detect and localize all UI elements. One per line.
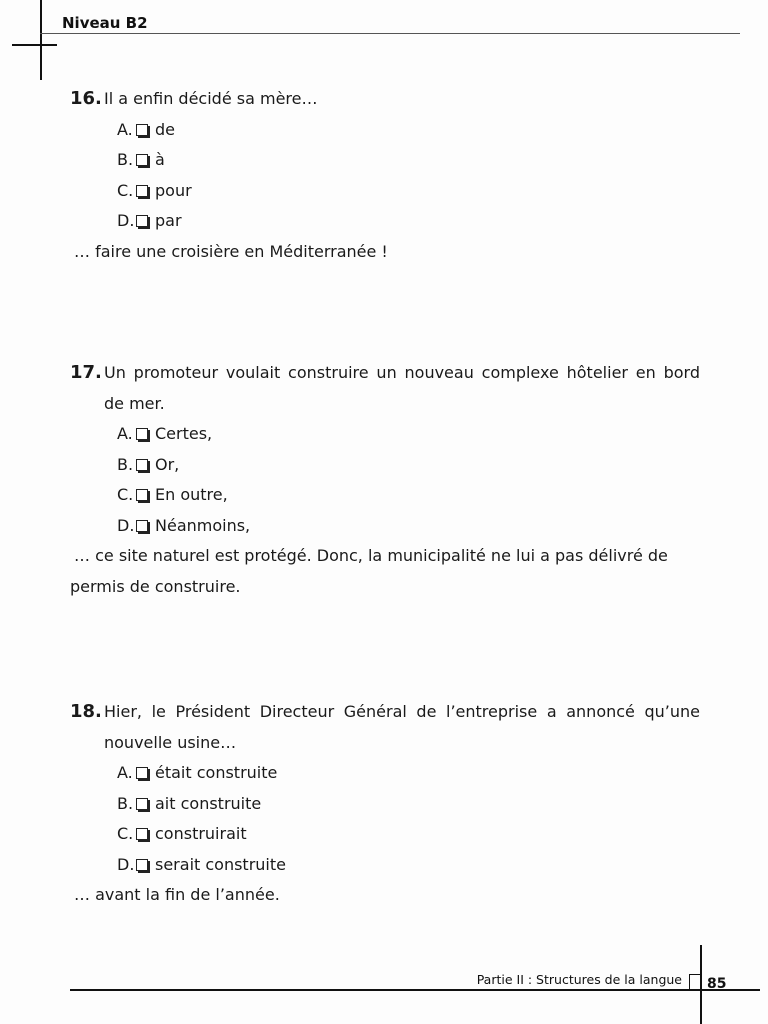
- option-letter: A.: [117, 119, 133, 139]
- option-b[interactable]: [70, 789, 700, 820]
- option-letter: C.: [117, 485, 134, 504]
- option-text: Certes,: [155, 424, 213, 443]
- option-c[interactable]: [70, 176, 700, 207]
- option-c[interactable]: [70, 819, 700, 850]
- checkbox-icon[interactable]: [136, 459, 148, 471]
- checkbox-icon[interactable]: [136, 489, 148, 501]
- option-b[interactable]: [70, 145, 700, 176]
- option-letter: C.: [117, 180, 134, 200]
- option-text: construirait: [155, 824, 247, 843]
- page-number: 85: [707, 976, 727, 992]
- option-d[interactable]: [70, 206, 700, 237]
- option-text: serait construite: [155, 854, 286, 874]
- question-18: [70, 697, 700, 911]
- option-text: ait construite: [155, 793, 262, 813]
- option-text: par: [155, 211, 182, 230]
- question-continuation: … faire une croisière en Méditerranée !: [74, 241, 388, 261]
- option-a[interactable]: [70, 419, 700, 450]
- option-text: de: [155, 119, 175, 139]
- option-text: En outre,: [155, 485, 228, 504]
- checkbox-icon[interactable]: [136, 828, 148, 840]
- question-17: [70, 358, 700, 602]
- option-letter: B.: [117, 150, 134, 169]
- question-number: 16.: [70, 88, 102, 109]
- option-b[interactable]: [70, 450, 700, 481]
- question-continuation: permis de construire.: [70, 576, 241, 596]
- footer-rule: [70, 989, 760, 991]
- option-letter: A.: [117, 424, 133, 443]
- option-a[interactable]: [70, 115, 700, 146]
- checkbox-icon[interactable]: [136, 185, 148, 197]
- checkbox-icon[interactable]: [136, 215, 148, 227]
- option-text: Néanmoins,: [155, 515, 251, 535]
- option-letter: B.: [117, 793, 134, 813]
- page-number-box: [689, 974, 702, 990]
- question-text: Hier, le Président Directeur Général de l’entreprise a annoncé qu’une nouvelle usine…: [104, 702, 700, 752]
- checkbox-icon[interactable]: [136, 520, 148, 532]
- option-letter: C.: [117, 824, 134, 843]
- question-text: Il a enfin décidé sa mère…: [104, 89, 318, 108]
- checkbox-icon[interactable]: [136, 154, 148, 166]
- option-d[interactable]: [70, 850, 700, 881]
- option-text: Or,: [155, 454, 180, 474]
- crop-mark-top-left-vertical: [40, 0, 42, 80]
- option-c[interactable]: [70, 480, 700, 511]
- question-number: 17.: [70, 362, 102, 383]
- question-continuation: … ce site naturel est protégé. Donc, la municipalité ne lui a pas délivré de: [74, 546, 668, 565]
- checkbox-icon[interactable]: [136, 767, 148, 779]
- option-letter: B.: [117, 454, 134, 474]
- option-letter: D.: [117, 211, 135, 230]
- question-number: 18.: [70, 701, 102, 722]
- option-text: pour: [155, 180, 192, 200]
- question-16: [70, 84, 700, 267]
- checkbox-icon[interactable]: [136, 124, 148, 136]
- option-text: était construite: [155, 763, 278, 782]
- crop-mark-top-left-horizontal: [12, 44, 57, 46]
- option-letter: A.: [117, 763, 133, 782]
- checkbox-icon[interactable]: [136, 798, 148, 810]
- option-letter: D.: [117, 854, 135, 874]
- option-d[interactable]: [70, 511, 700, 542]
- question-text: Un promoteur voulait construire un nouveau complexe hôtelier en bord de mer.: [104, 363, 700, 413]
- option-text: à: [155, 150, 165, 169]
- option-a[interactable]: [70, 758, 700, 789]
- level-label: Niveau B2: [62, 14, 148, 32]
- footer-section-title: Partie II : Structures de la langue: [476, 972, 682, 987]
- checkbox-icon[interactable]: [136, 428, 148, 440]
- option-letter: D.: [117, 515, 135, 535]
- header-rule: [40, 33, 740, 34]
- checkbox-icon[interactable]: [136, 859, 148, 871]
- question-continuation: … avant la fin de l’année.: [74, 885, 280, 904]
